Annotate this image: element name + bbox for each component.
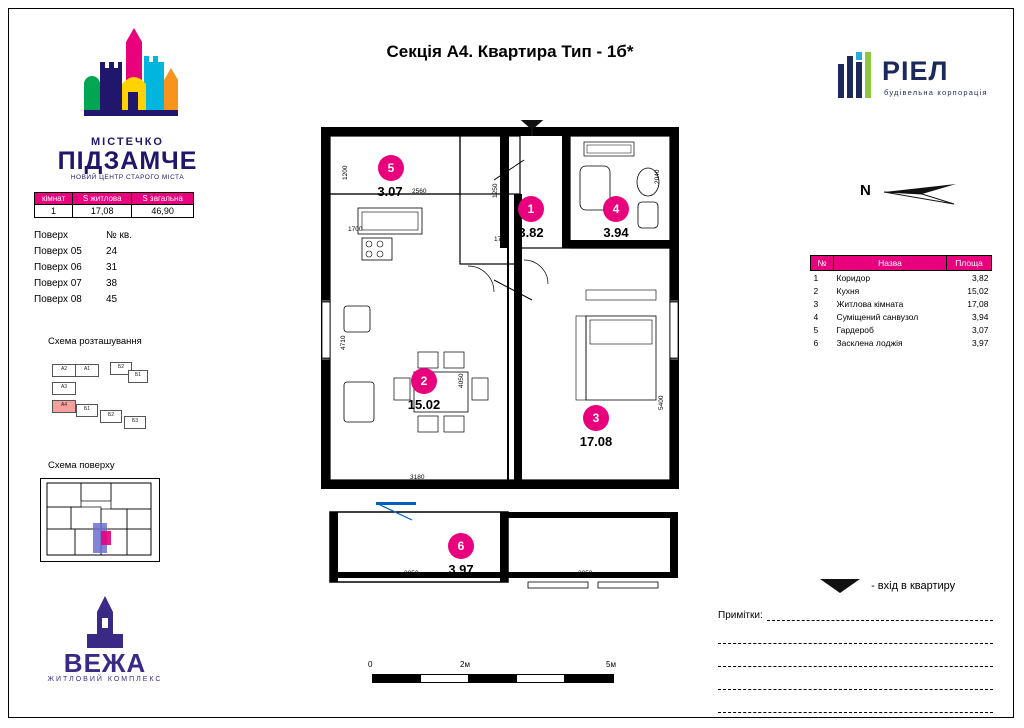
flat-summary-table (34, 192, 194, 218)
brand-left-tagline: НОВИЙ ЦЕНТР СТАРОГО МІСТА (70, 174, 185, 181)
dim-1250: 1250 (492, 183, 499, 198)
table-row (811, 323, 992, 336)
block-b2: Б2 (110, 362, 132, 375)
room-name: Засклена лоджія (836, 337, 903, 348)
room-n: 4 (813, 311, 819, 322)
dim-1700b: 1700 (494, 236, 509, 243)
room-area-6: 3.97 (448, 562, 474, 577)
dim-4050: 4050 (458, 373, 465, 388)
table-row (35, 205, 194, 218)
list-item: Поверх 06 31 (34, 262, 118, 273)
scale-label-end: 5м (606, 660, 616, 669)
tower-icon (40, 596, 170, 648)
floor-plan-thumb-icon (41, 479, 157, 559)
north-arrow (860, 178, 960, 210)
brand-right-name: РІЕЛ (882, 56, 949, 86)
brand-bottom-tagline: ЖИТЛОВИЙ КОМПЛЕКС (47, 676, 163, 683)
room-badge-6: 6 (448, 533, 474, 559)
dim-1700a: 1700 (348, 226, 363, 233)
notes-line[interactable] (718, 627, 993, 644)
col-total: S загальна (132, 193, 194, 205)
room-n: 1 (813, 272, 819, 283)
floor-scheme-caption: Схема поверху (48, 460, 115, 471)
notes-line[interactable] (767, 608, 993, 621)
brand-left-small: МІСТЕЧКО (91, 136, 164, 148)
floor-scheme (40, 478, 160, 562)
castle-icon (40, 28, 215, 136)
brand-left-big: ПІДЗАМЧЕ (57, 147, 198, 175)
brand-right-tagline: будівельна корпорація (884, 88, 988, 97)
scale-label-mid: 2м (460, 660, 470, 669)
block-b1: Б1 (128, 370, 148, 383)
entrance-label: - вхід в квартиру (871, 580, 956, 592)
apartment-floor-plan (318, 120, 698, 600)
location-scheme-caption: Схема розташування (48, 336, 142, 347)
block-a4: А4 (52, 400, 76, 413)
room-area: 3,82 (971, 272, 989, 283)
room-name: Суміщений санвузол (836, 311, 919, 322)
room-area: 17,08 (967, 298, 989, 309)
room-area-5: 3.07 (377, 184, 403, 199)
dim-1200: 1200 (342, 165, 349, 180)
brand-bottom-name: ВЕЖА (63, 648, 147, 678)
list-item: Поверх 07 38 (34, 278, 118, 289)
cell-living: 17,08 (73, 205, 132, 218)
table-row (811, 310, 992, 323)
room-name: Кухня (836, 285, 860, 296)
riel-logo (836, 50, 996, 110)
entrance-arrow-icon (820, 578, 864, 594)
block-a2: А2 (52, 364, 76, 377)
location-scheme (48, 356, 178, 438)
block-b2b: Б2 (100, 410, 122, 423)
rooms-table (810, 255, 992, 349)
notes-line[interactable] (718, 696, 993, 713)
notes-line[interactable] (718, 673, 993, 690)
room-n: 2 (813, 285, 819, 296)
room-badge-3: 3 (583, 405, 609, 431)
scale-label-zero: 0 (368, 660, 373, 669)
room-name: Коридор (836, 272, 871, 283)
dim-2040: 2040 (654, 169, 661, 184)
dim-3180: 3180 (410, 474, 425, 481)
room-badge-4: 4 (603, 196, 629, 222)
rooms-col-name: Назва (834, 256, 947, 271)
floors-list (34, 228, 142, 308)
scale-seg (420, 674, 470, 683)
scale-seg (468, 674, 518, 683)
rooms-col-n: № (811, 256, 834, 271)
notes-label: Примітки: (718, 610, 763, 621)
room-badge-1: 1 (518, 196, 544, 222)
north-label: N (860, 182, 871, 199)
room-area: 15,02 (967, 285, 989, 296)
room-area: 3,07 (971, 324, 989, 335)
table-row (811, 297, 992, 310)
room-n: 5 (813, 324, 819, 335)
dim-4710: 4710 (340, 335, 347, 350)
room-name: Житлова кімната (836, 298, 904, 309)
rooms-col-area: Площа (947, 256, 992, 271)
scale-seg (372, 674, 422, 683)
room-name: Гардероб (836, 324, 874, 335)
table-row (811, 284, 992, 297)
scale-bar (362, 660, 652, 690)
block-a1: А1 (75, 364, 99, 377)
mistechko-pidzamche-logo (40, 28, 215, 181)
room-n: 6 (813, 337, 819, 348)
room-area-4: 3.94 (603, 225, 629, 240)
list-item: Поверх 08 45 (34, 294, 118, 305)
riel-mark-icon (836, 50, 880, 106)
dim-1300: 1300 (332, 535, 339, 550)
block-b1b: Б1 (76, 404, 98, 417)
block-a3: А3 (52, 382, 76, 395)
room-area-1: 3.82 (518, 225, 544, 240)
entrance-legend (820, 578, 955, 594)
page-title: Секція А4. Квартира Тип - 1б* (386, 42, 634, 61)
cell-rooms: 1 (35, 205, 73, 218)
dim-2560: 2560 (412, 188, 427, 195)
room-badge-2: 2 (411, 368, 437, 394)
vezha-logo (40, 596, 170, 692)
col-living: S житлова (73, 193, 132, 205)
room-area: 3,94 (971, 311, 989, 322)
dim-1850: 1850 (608, 242, 623, 249)
notes-block (718, 608, 993, 713)
room-area-2: 15.02 (407, 397, 441, 412)
table-row (811, 271, 992, 285)
floors-header: Поверх № кв. (34, 230, 132, 241)
room-area-3: 17.08 (579, 434, 613, 449)
dim-3050b: 3050 (578, 570, 593, 577)
list-item: Поверх 05 24 (34, 246, 118, 257)
dim-5400: 5400 (658, 395, 665, 410)
table-row (811, 336, 992, 349)
compass-arrow-icon (882, 178, 962, 208)
notes-line[interactable] (718, 650, 993, 667)
scale-seg (516, 674, 566, 683)
block-b3: Б3 (124, 416, 146, 429)
room-n: 3 (813, 298, 819, 309)
room-badge-5: 5 (378, 155, 404, 181)
cell-total: 46,90 (132, 205, 194, 218)
room-area: 3,97 (971, 337, 989, 348)
scale-seg (564, 674, 614, 683)
dim-3050a: 3050 (404, 570, 419, 577)
col-rooms: кімнат (35, 193, 73, 205)
